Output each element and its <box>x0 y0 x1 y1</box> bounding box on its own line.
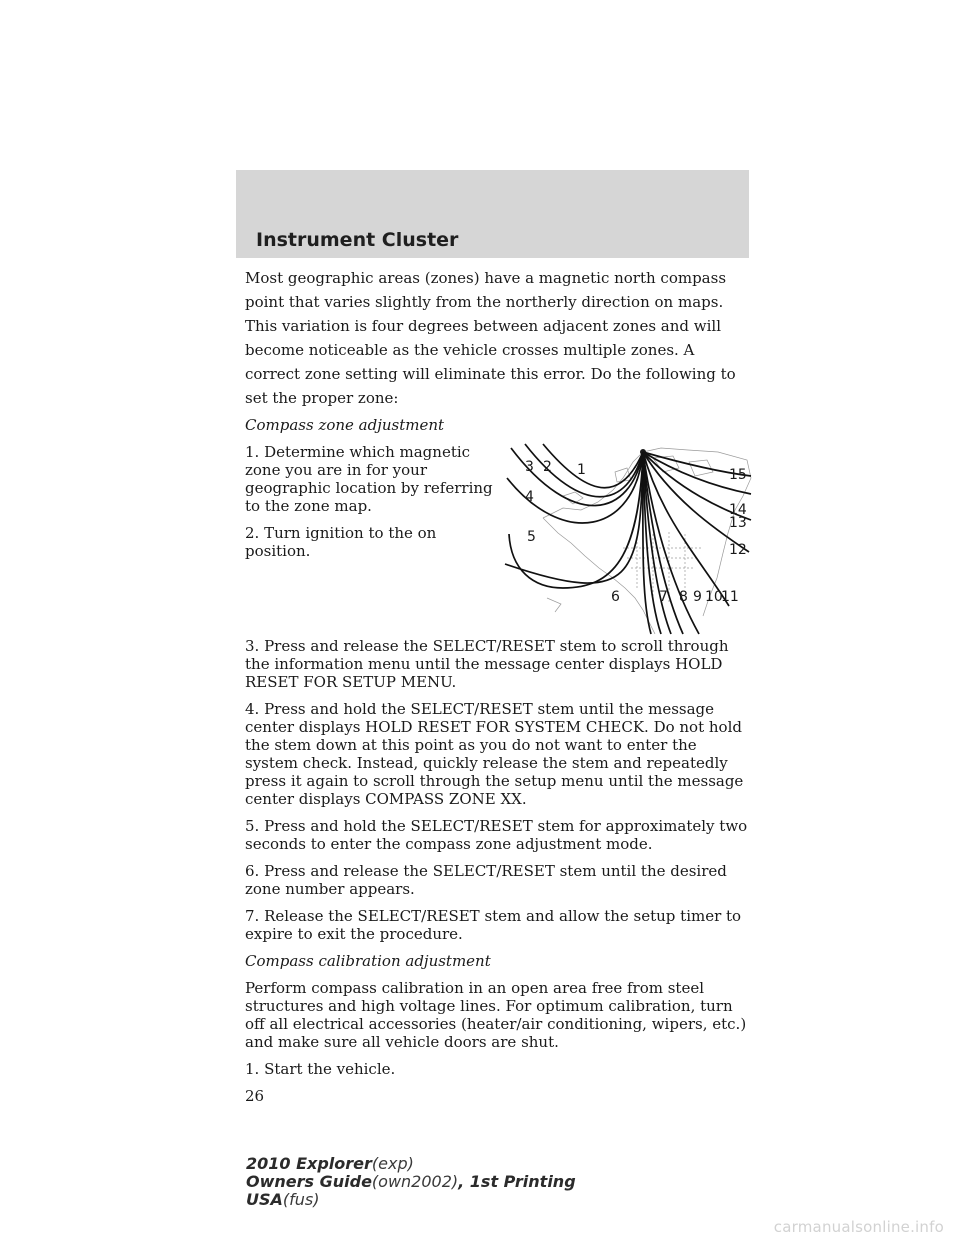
footer-line-market <box>246 1191 576 1209</box>
zone-label-5: 5 <box>527 529 536 545</box>
zone-step-7: 7. Release the SELECT/RESET stem and allow the setup timer to expire to exit the procedure. <box>245 907 742 943</box>
zone-label-4: 4 <box>525 489 534 505</box>
zone-label-8: 8 <box>679 589 688 605</box>
calibration-intro: Perform compass calibration in an open area free from steel structures and high voltage lines. For optimum calibration, turn off all electrical accessories (heater/air conditioning, wipers, etc.) and make sure all vehicle doors are shut. <box>245 979 747 1051</box>
footer-printing: , 1st Printing <box>458 1172 576 1191</box>
zone-step-6: 6. Press and release the SELECT/RESET stem until the desired zone number appears. <box>245 862 727 898</box>
zone-label-15: 15 <box>729 467 747 483</box>
zone-label-13: 13 <box>729 515 747 531</box>
site-watermark: carmanualsonline.info <box>773 1218 944 1236</box>
compass-zone-map <box>503 438 753 638</box>
zone-step-3: 3. Press and release the SELECT/RESET stem to scroll through the information menu until the message center displays HOLD RESET FOR SETUP MENU. <box>245 637 729 691</box>
section-title: Instrument Cluster <box>256 229 459 251</box>
page-number: 26 <box>245 1087 265 1105</box>
footer-guide-code: (own2002) <box>371 1172 459 1191</box>
zone-step-1: 1. Determine which magnetic zone you are in for your geographic location by referring to the zone map. <box>245 443 493 515</box>
footer-line-guide <box>246 1173 576 1191</box>
footer-line-model <box>246 1155 576 1173</box>
zone-label-3: 3 <box>525 459 534 475</box>
zone-step-5: 5. Press and hold the SELECT/RESET stem for approximately two seconds to enter the compass zone adjustment mode. <box>245 817 748 853</box>
zone-lines <box>505 444 751 634</box>
section-header-band <box>236 170 749 258</box>
zone-label-11: 11 <box>721 589 739 605</box>
zone-step-4: 4. Press and hold the SELECT/RESET stem until the message center displays HOLD RESET FOR SYSTEM CHECK. Do not hold the stem down at this point as you do not want to enter the system check. Instead, quickly release the stem and repeatedly press it again to scroll through the setup menu until the message center displays COMPASS ZONE XX. <box>245 700 744 808</box>
zone-steps-intro <box>245 443 493 569</box>
zone-label-10: 10 <box>705 589 723 605</box>
zone-label-6: 6 <box>611 589 620 605</box>
compass-zone-map-figure <box>503 438 753 638</box>
zone-label-1: 1 <box>577 462 586 478</box>
zone-label-14: 14 <box>729 502 747 518</box>
footer-market-code: (fus) <box>282 1190 320 1209</box>
footer-model: 2010 Explorer <box>246 1154 372 1173</box>
footer-market: USA <box>246 1190 283 1209</box>
intro-paragraph: Most geographic areas (zones) have a magnetic north compass point that varies slightly from the northerly direction on maps. This variation is four degrees between adjacent zones and will become noticeable as the vehicle crosses multiple zones. A correct zone setting will eliminate this error. Do the following to set the proper zone: <box>245 269 736 407</box>
zone-map-section <box>245 443 750 637</box>
zone-label-9: 9 <box>693 589 702 605</box>
footer-model-code: (exp) <box>371 1154 414 1173</box>
print-footer <box>246 1155 576 1209</box>
page-body <box>245 266 750 1114</box>
zone-label-2: 2 <box>543 459 552 475</box>
zone-label-7: 7 <box>659 589 668 605</box>
footer-guide: Owners Guide <box>246 1172 372 1191</box>
zone-label-12: 12 <box>729 542 747 558</box>
calibration-heading: Compass calibration adjustment <box>245 952 491 970</box>
zone-adjustment-heading: Compass zone adjustment <box>245 416 445 434</box>
calibration-step-1: 1. Start the vehicle. <box>245 1060 396 1078</box>
zone-step-2: 2. Turn ignition to the on position. <box>245 524 437 560</box>
